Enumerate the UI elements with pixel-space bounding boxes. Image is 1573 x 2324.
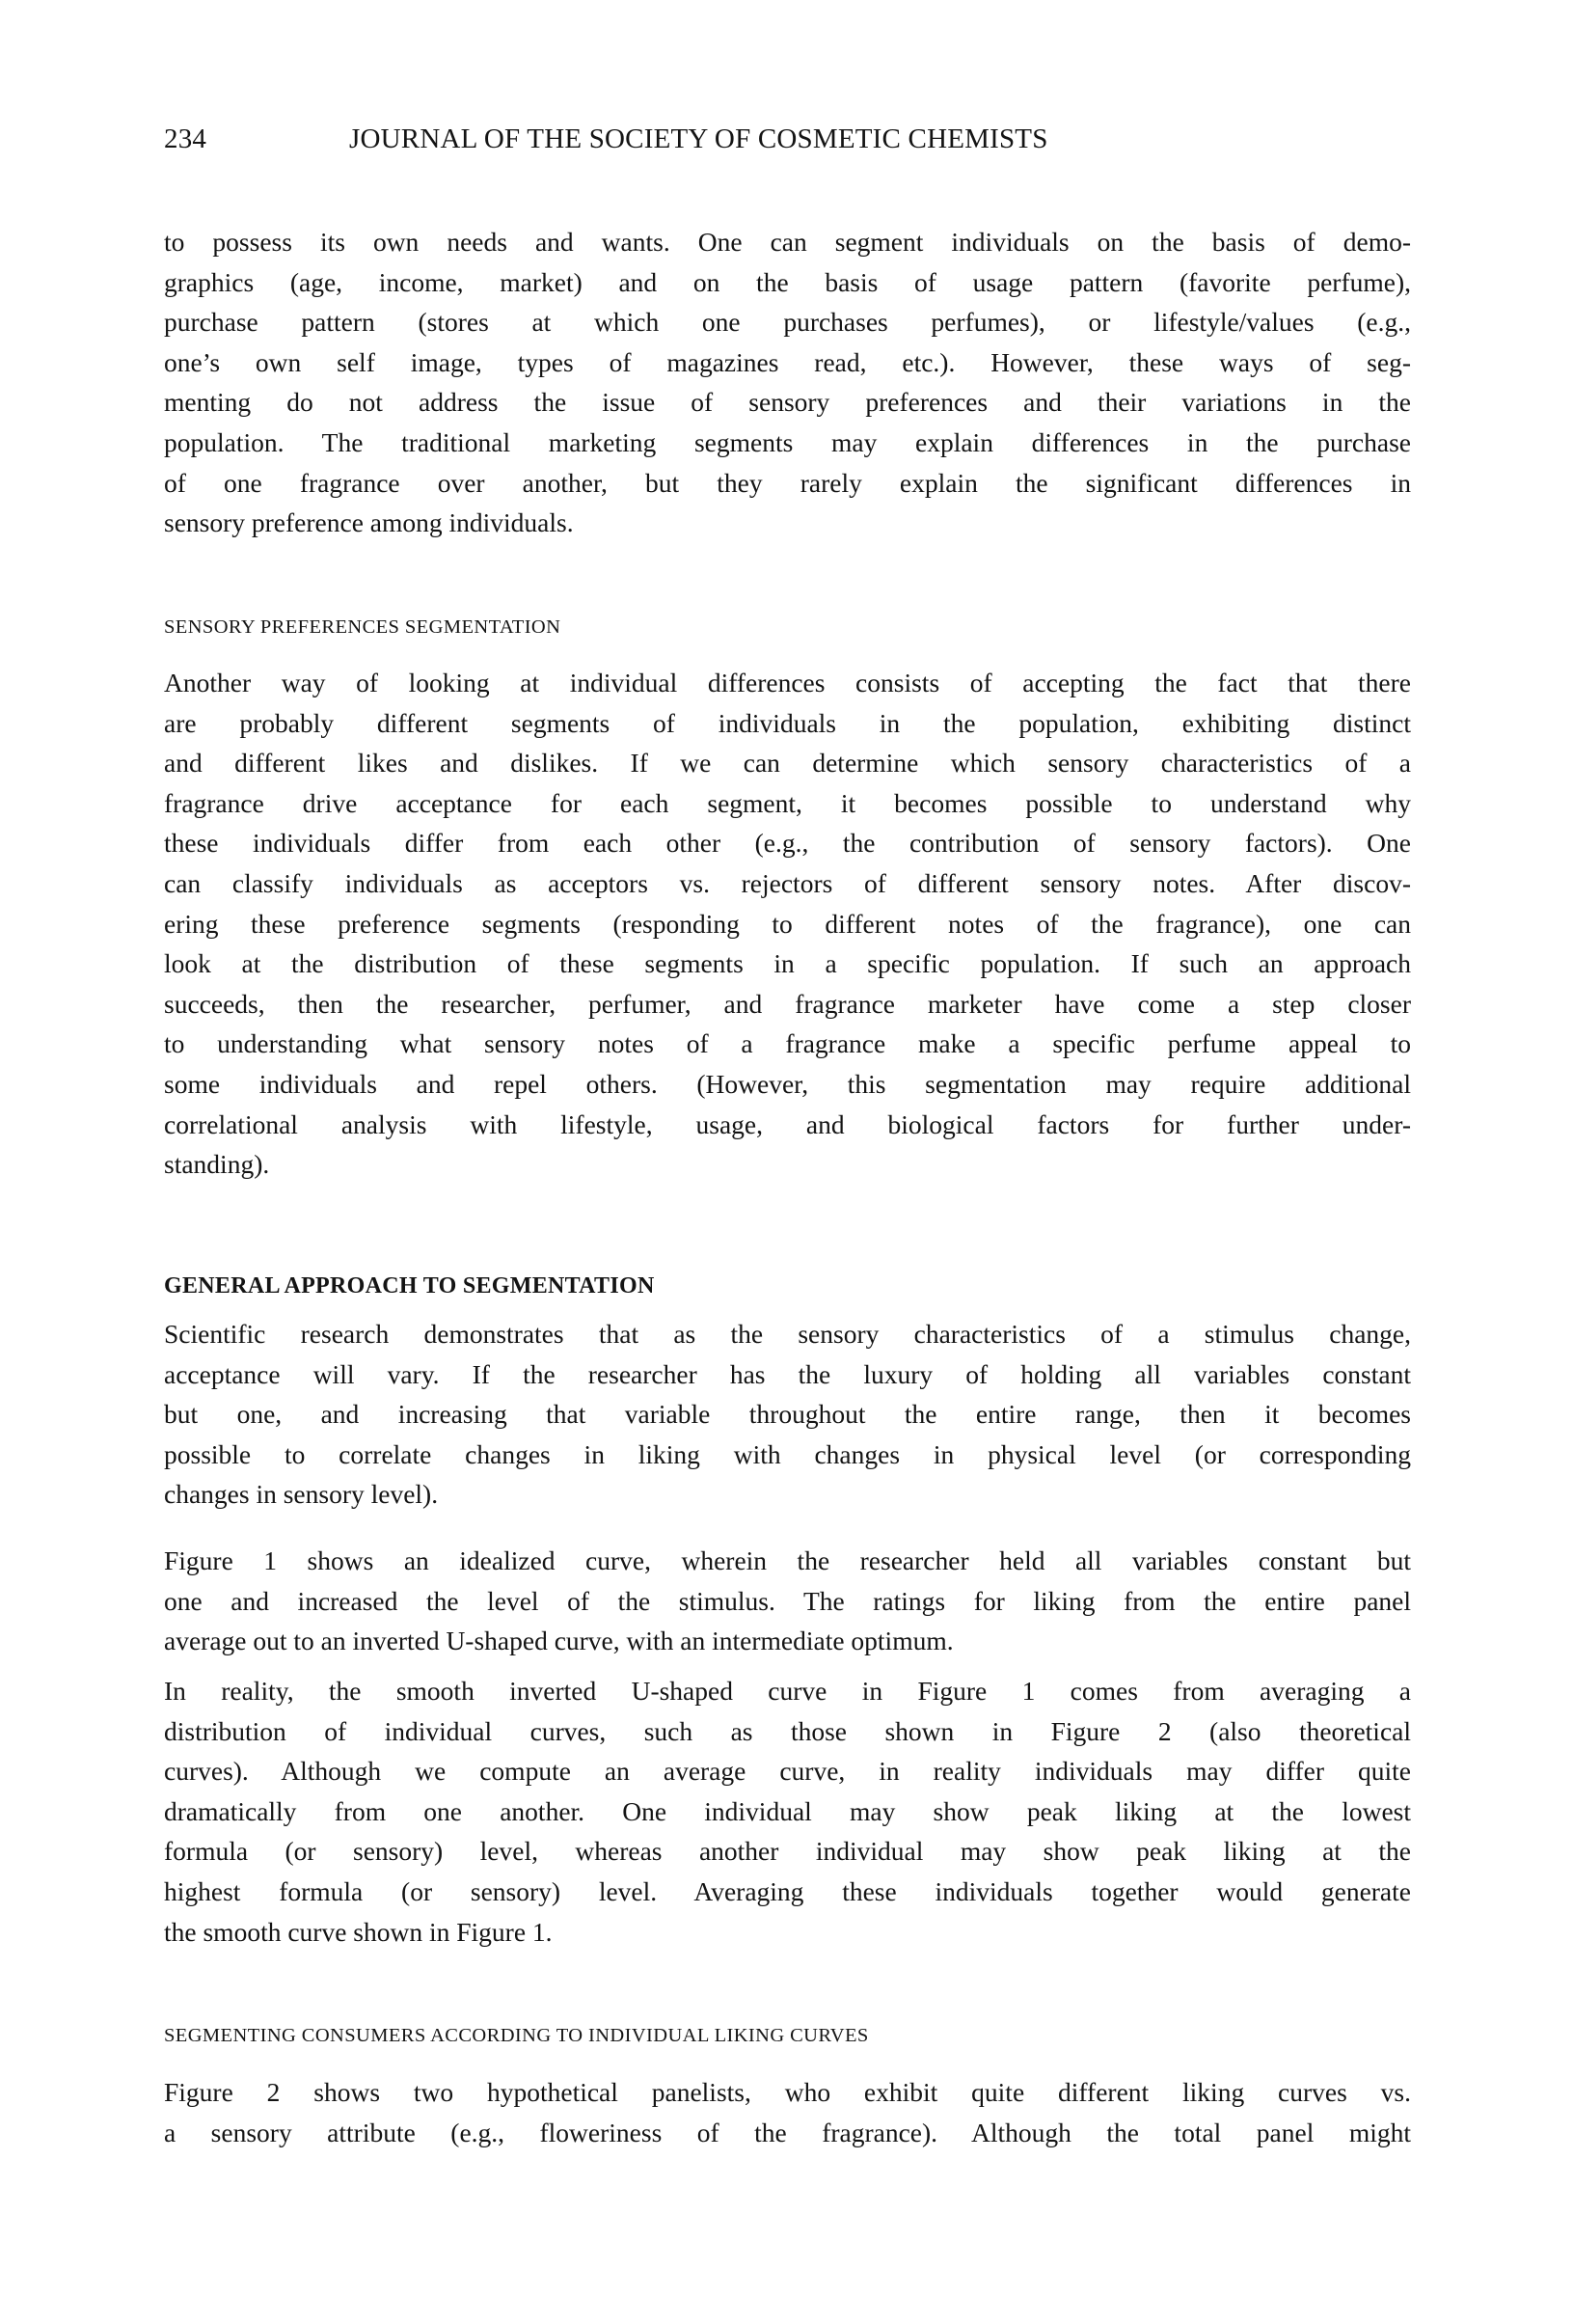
text-line: a sensory attribute (e.g., floweriness of the fragrance). Although the total panel might — [164, 2117, 1411, 2147]
text-line: one and increased the level of the stimulus. The ratings for liking from the entire panel — [164, 1585, 1411, 1616]
text-line: acceptance will vary. If the researcher has the luxury of holding all variables constant — [164, 1358, 1411, 1389]
text-line: some individuals and repel others. (However, this segmentation may require additional — [164, 1068, 1411, 1099]
section-heading-general-approach: GENERAL APPROACH TO SEGMENTATION — [164, 1273, 655, 1299]
text-line: Another way of looking at individual differences consists of accepting the fact that there — [164, 668, 1411, 697]
text-line: standing). — [164, 1149, 270, 1180]
segmenting-paragraph — [164, 2072, 1411, 2152]
section-heading-segmenting-consumers: SEGMENTING CONSUMERS ACCORDING TO INDIVIDUAL LIKING CURVES — [164, 2025, 869, 2046]
section-heading-sensory-preferences: SENSORY PREFERENCES SEGMENTATION — [164, 616, 561, 638]
text-line: Figure 2 shows two hypothetical panelists, who exhibit quite different liking curves vs. — [164, 2077, 1411, 2107]
general-paragraph-3 — [164, 1671, 1411, 1952]
text-line: fragrance drive acceptance for each segment, it becomes possible to understand why — [164, 787, 1411, 818]
text-line: correlational analysis with lifestyle, usage, and biological factors for further under- — [164, 1108, 1411, 1139]
text-line: formula (or sensory) level, whereas another individual may show peak liking at the — [164, 1836, 1411, 1867]
text-line: look at the distribution of these segments in a specific population. If such an approach — [164, 948, 1411, 979]
text-line: ering these preference segments (responding to different notes of the fragrance), one can — [164, 908, 1411, 939]
text-line: to possess its own needs and wants. One can segment individuals on the basis of demo- — [164, 227, 1411, 257]
text-line: population. The traditional marketing segments may explain differences in the purchase — [164, 426, 1411, 457]
text-line: highest formula (or sensory) level. Averaging these individuals together would generate — [164, 1875, 1411, 1906]
intro-paragraph — [164, 222, 1411, 543]
text-line: are probably different segments of individuals in the population, exhibiting distinct — [164, 707, 1411, 738]
text-line: In reality, the smooth inverted U-shaped curve in Figure 1 comes from averaging a — [164, 1676, 1411, 1706]
text-line: the smooth curve shown in Figure 1. — [164, 1916, 553, 1947]
journal-title: JOURNAL OF THE SOCIETY OF COSMETIC CHEMISTS — [349, 123, 1048, 154]
general-paragraph-1 — [164, 1314, 1411, 1515]
text-line: Figure 1 shows an idealized curve, wherein the researcher held all variables constant but — [164, 1545, 1411, 1575]
text-line: menting do not address the issue of sensory preferences and their variations in the — [164, 387, 1411, 418]
text-line: average out to an inverted U-shaped curve, with an intermediate optimum. — [164, 1626, 954, 1656]
text-line: succeeds, then the researcher, perfumer, and fragrance marketer have come a step closer — [164, 988, 1411, 1019]
text-line: these individuals differ from each other (e.g., the contribution of sensory factors). One — [164, 828, 1411, 859]
text-line: sensory preference among individuals. — [164, 507, 574, 538]
text-line: graphics (age, income, market) and on the basis of usage pattern (favorite perfume), — [164, 266, 1411, 297]
text-line: purchase pattern (stores at which one purchases perfumes), or lifestyle/values (e.g., — [164, 307, 1411, 338]
text-line: to understanding what sensory notes of a fragrance make a specific perfume appeal to — [164, 1028, 1411, 1059]
general-paragraph-2 — [164, 1541, 1411, 1661]
text-line: one’s own self image, types of magazines read, etc.). However, these ways of seg- — [164, 346, 1411, 377]
text-line: Scientific research demonstrates that as the sensory characteristics of a stimulus change, — [164, 1319, 1411, 1349]
text-line: but one, and increasing that variable throughout the entire range, then it becomes — [164, 1399, 1411, 1430]
text-line: dramatically from one another. One individual may show peak liking at the lowest — [164, 1795, 1411, 1826]
running-header — [164, 120, 1321, 158]
text-line: and different likes and dislikes. If we can determine which sensory characteristics of a — [164, 748, 1411, 779]
text-line: can classify individuals as acceptors vs. rejectors of different sensory notes. After discov- — [164, 867, 1411, 898]
sensory-paragraph — [164, 663, 1411, 1185]
text-line: distribution of individual curves, such as those shown in Figure 2 (also theoretical — [164, 1715, 1411, 1746]
text-line: changes in sensory level). — [164, 1479, 439, 1510]
page-number: 234 — [164, 123, 207, 154]
text-line: curves). Although we compute an average curve, in reality individuals may differ quite — [164, 1756, 1411, 1787]
text-line: of one fragrance over another, but they rarely explain the significant differences in — [164, 467, 1411, 498]
text-line: possible to correlate changes in liking with changes in physical level (or corresponding — [164, 1438, 1411, 1469]
